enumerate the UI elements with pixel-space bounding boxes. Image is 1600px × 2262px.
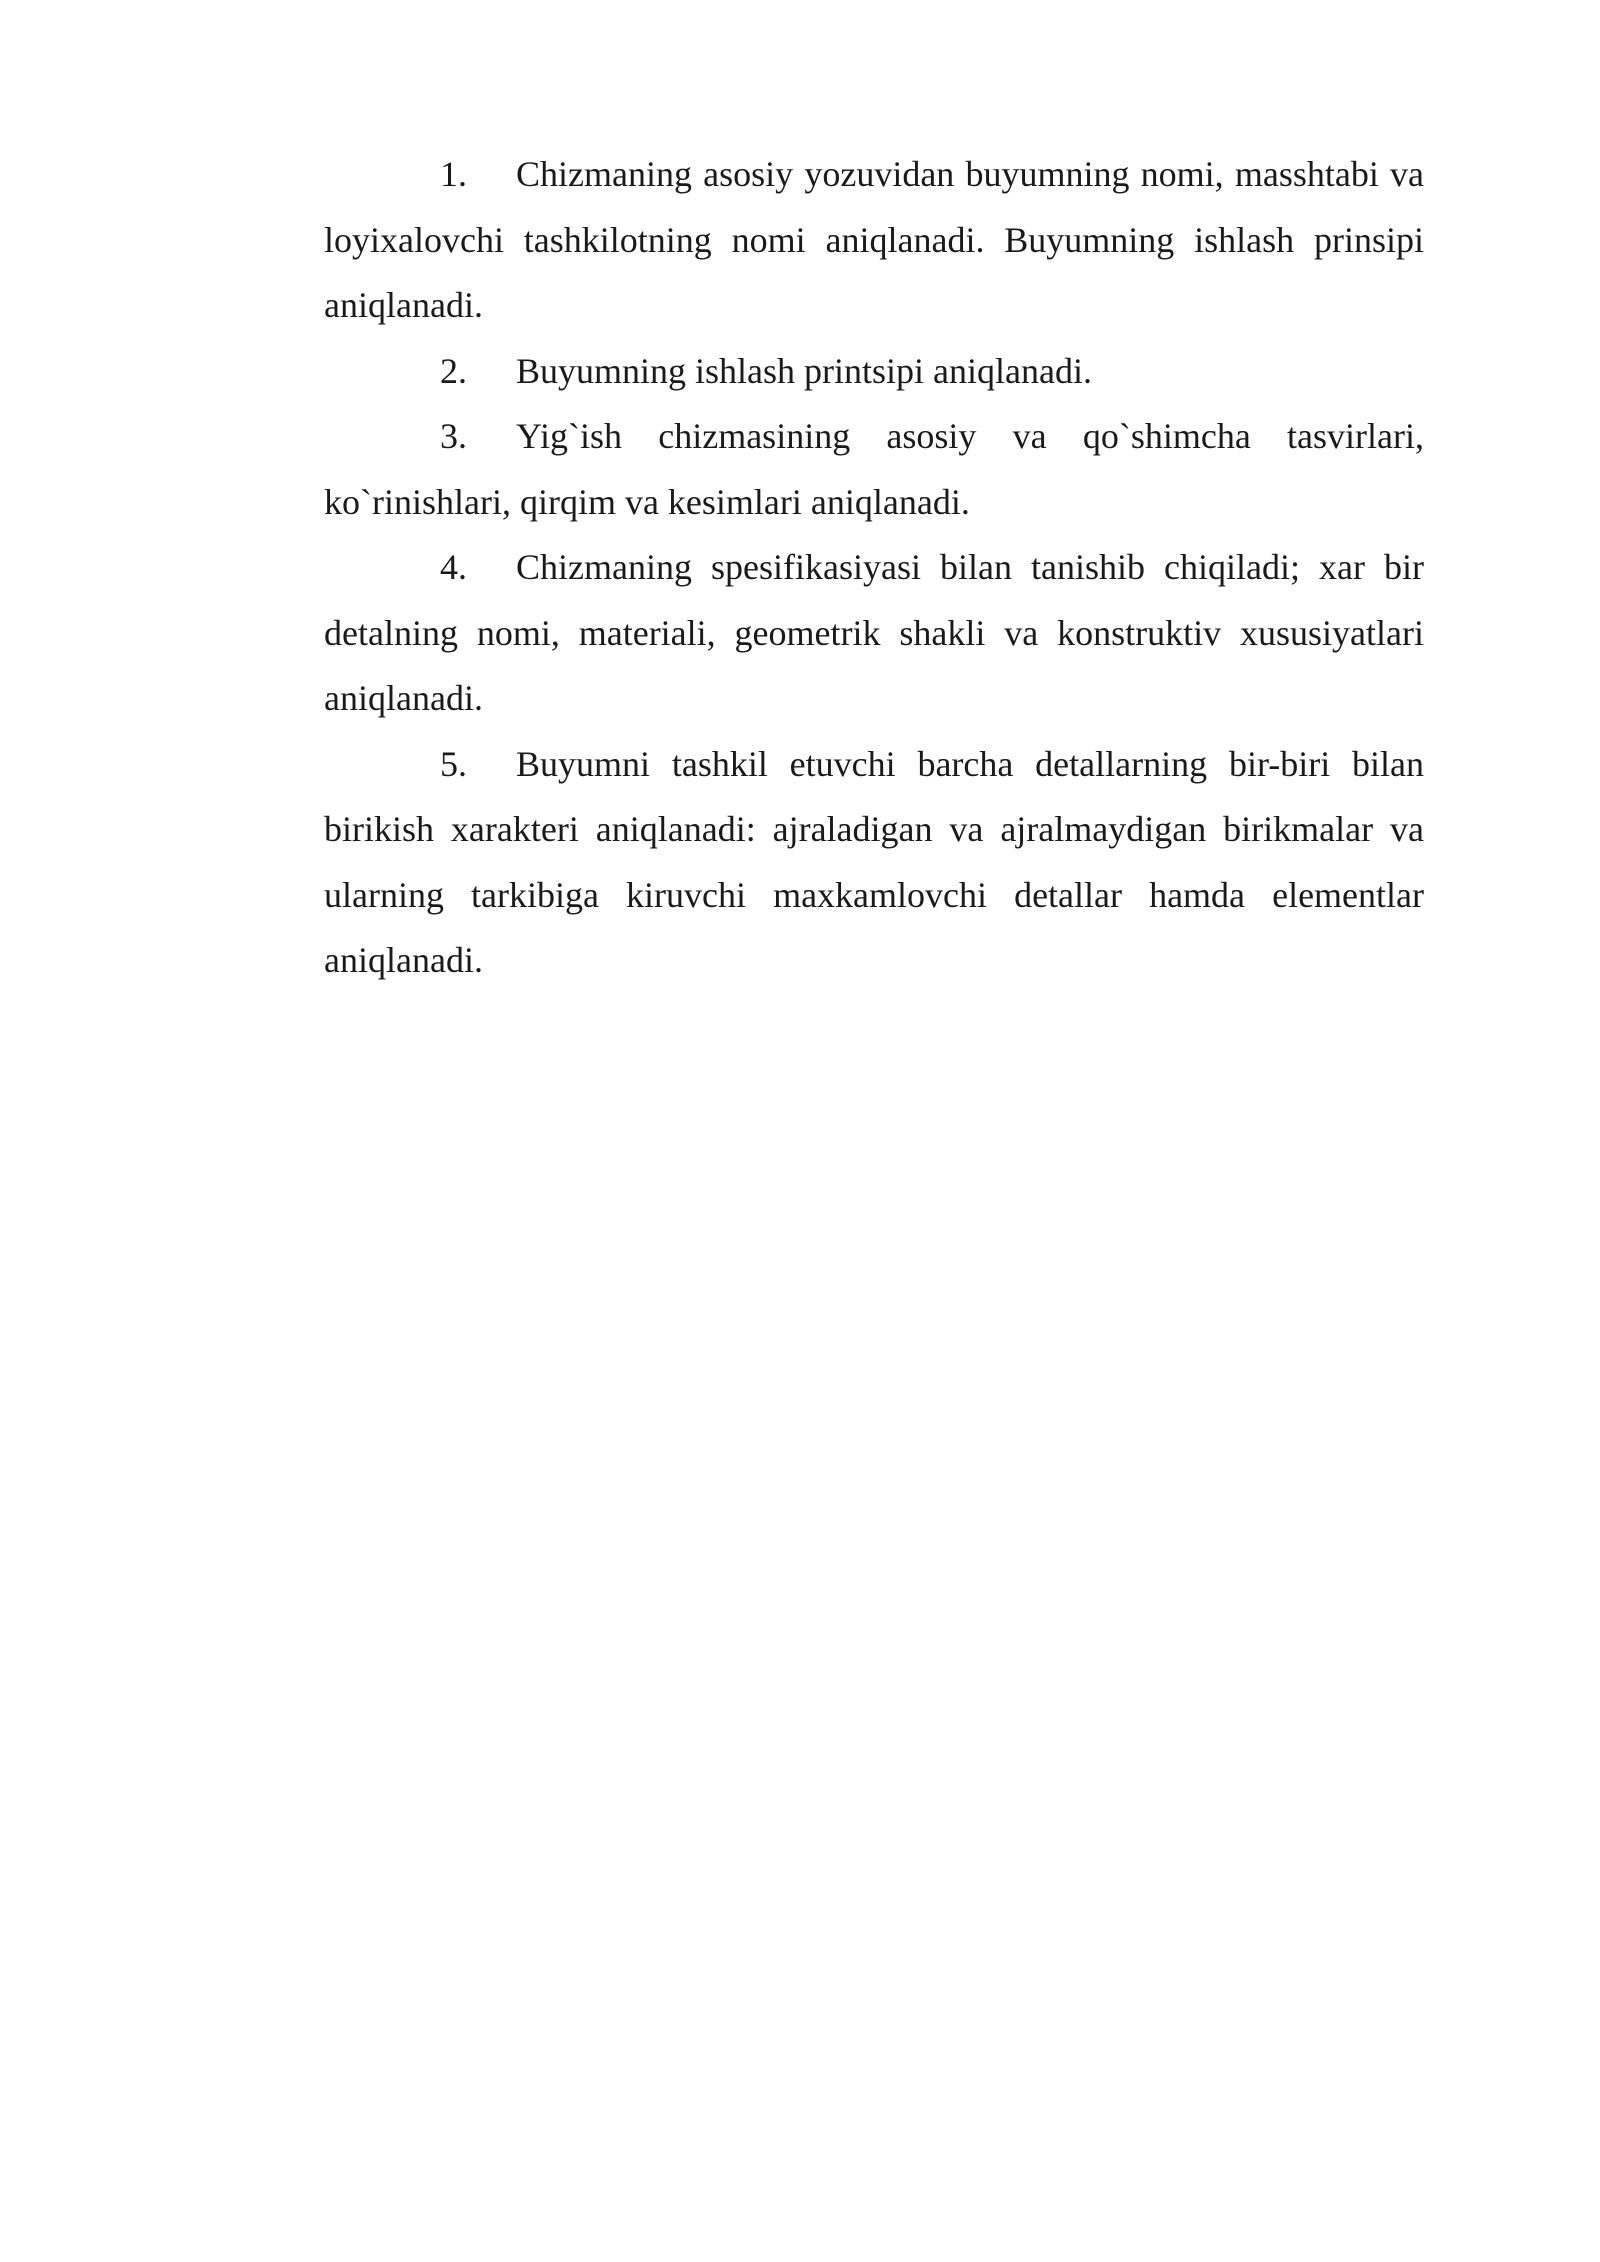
list-item-text: Buyumning ishlash printsipi aniqlanadi. [516,350,1092,391]
list-item-4 [324,535,1424,732]
list-item-text: Yig`ish chizmasining asosiy va qo`shimcha tasvirlari, ko`rinishlari, qirqim va kesimlari aniqlanadi. [324,416,1424,522]
list-item-text: Chizmaning asosiy yozuvidan buyumning nomi, masshtabi va loyixalovchi tashkilotning nomi aniqlanadi. Buyumning ishlash prinsipi aniqlanadi. [324,154,1424,325]
list-item-2 [324,339,1424,405]
list-item-text: Chizmaning spesifikasiyasi bilan tanishib chiqiladi; xar bir detalning nomi, materiali, geometrik shakli va konstruktiv xususiyatlari aniqlanadi. [324,547,1424,718]
list-item-number: 5. [440,743,467,784]
list-item-3 [324,404,1424,535]
list-item-number: 4. [440,547,467,587]
numbered-list [324,142,1424,994]
list-item-number: 1. [440,154,467,194]
list-item-text: Buyumni tashkil etuvchi barcha detallarning bir-biri bilan birikish xarakteri aniqlanadi: ajraladigan va ajralmaydigan birikmalar va ularning tarkibiga kiruvchi maxkamlovchi detallar hamda elementlar aniqlanadi. [324,743,1424,980]
list-item-number: 3. [440,416,467,456]
list-item-5 [324,732,1424,994]
list-item-1 [324,142,1424,339]
list-item-number: 2. [440,350,467,391]
